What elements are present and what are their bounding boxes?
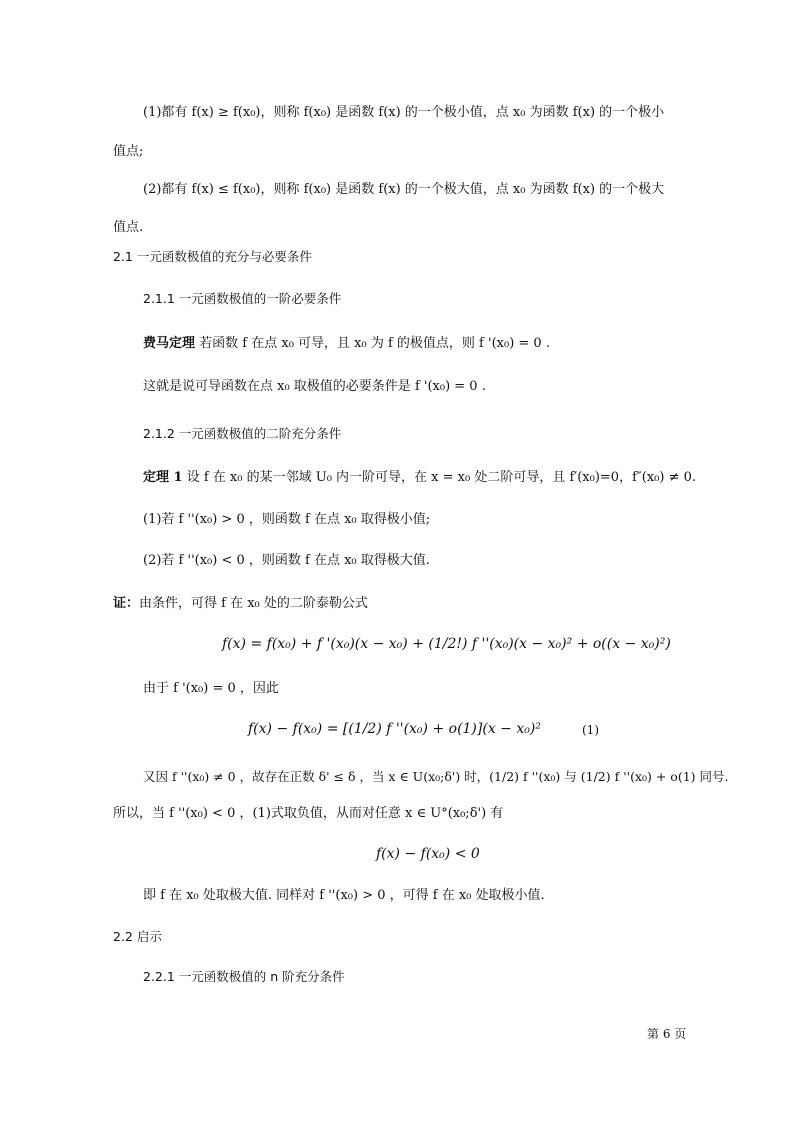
fermat-theorem [143, 334, 550, 354]
argument-line-1: 又因 f ''(x₀) ≠ 0 ，故存在正数 δ' ≤ δ ，当 x ∈ U(x₀;δ') 时，(1/2) f ''(x₀) 与 (1/2) f ''(x₀) + o(1) 同号. [143, 769, 729, 784]
para-1-line-1: (1)都有 f(x) ≥ f(x₀)，则称 f(x₀) 是函数 f(x) 的一个极小值，点 x₀ 为函数 f(x) 的一个极小 [143, 105, 665, 120]
proof-intro [113, 594, 368, 614]
section-heading-2-1: 2.1 一元函数极值的充分与必要条件 [113, 249, 312, 264]
para-2-line-2: 值点. [113, 220, 144, 235]
conclusion: 即 f 在 x₀ 处取极大值. 同样对 f ''(x₀) > 0 ，可得 f 在 x₀ 处取极小值. [143, 888, 545, 903]
subsection-heading-2-1-2: 2.1.2 一元函数极值的二阶充分条件 [143, 426, 342, 441]
para-1-line-2: 值点; [113, 144, 144, 159]
subsection-heading-2-1-1: 2.1.1 一元函数极值的一阶必要条件 [143, 291, 342, 306]
equation-2: f(x) − f(x₀) < 0 [376, 846, 480, 862]
taylor-formula: f(x) = f(x₀) + f '(x₀)(x − x₀) + (1/2!) f ''(x₀)(x − x₀)² + o((x − x₀)²) [222, 636, 671, 652]
case-1: (1)若 f ''(x₀) > 0 ，则函数 f 在点 x₀ 取得极小值; [143, 512, 431, 527]
theorem-1 [143, 468, 696, 488]
proof-label: 证： [113, 596, 140, 611]
fermat-label: 费马定理 [143, 336, 196, 351]
page-number: 第 6 页 [647, 1027, 687, 1041]
equation-1: f(x) − f(x₀) = [(1/2) f ''(x₀) + o(1)](x − x₀)² [248, 721, 541, 737]
para-2-line-1: (2)都有 f(x) ≤ f(x₀)，则称 f(x₀) 是函数 f(x) 的一个极大值，点 x₀ 为函数 f(x) 的一个极大 [143, 182, 665, 197]
theorem-1-label: 定理 1 [143, 470, 183, 485]
case-2: (2)若 f ''(x₀) < 0 ，则函数 f 在点 x₀ 取得极大值. [143, 553, 430, 568]
section-heading-2-2: 2.2 启示 [113, 929, 162, 944]
subsection-heading-2-2-1: 2.2.1 一元函数极值的 n 阶充分条件 [143, 969, 345, 984]
fermat-statement: 若函数 f 在点 x₀ 可导，且 x₀ 为 f 的极值点，则 f '(x₀) = 0 . [199, 336, 550, 351]
proof-text: 由条件，可得 f 在 x₀ 处的二阶泰勒公式 [139, 596, 368, 611]
necessity-statement: 这就是说可导函数在点 x₀ 取极值的必要条件是 f '(x₀) = 0 . [143, 379, 486, 394]
argument-line-2: 所以，当 f ''(x₀) < 0 ，(1)式取负值，从而对任意 x ∈ U°(x₀;δ') 有 [113, 806, 504, 821]
since-statement: 由于 f '(x₀) = 0 ，因此 [143, 681, 279, 696]
equation-1-number: (1) [582, 723, 599, 737]
theorem-1-statement: 设 f 在 x₀ 的某一邻域 U₀ 内一阶可导，在 x = x₀ 处二阶可导，且 f′(x₀)=0，f″(x₀) ≠ 0. [186, 470, 696, 485]
